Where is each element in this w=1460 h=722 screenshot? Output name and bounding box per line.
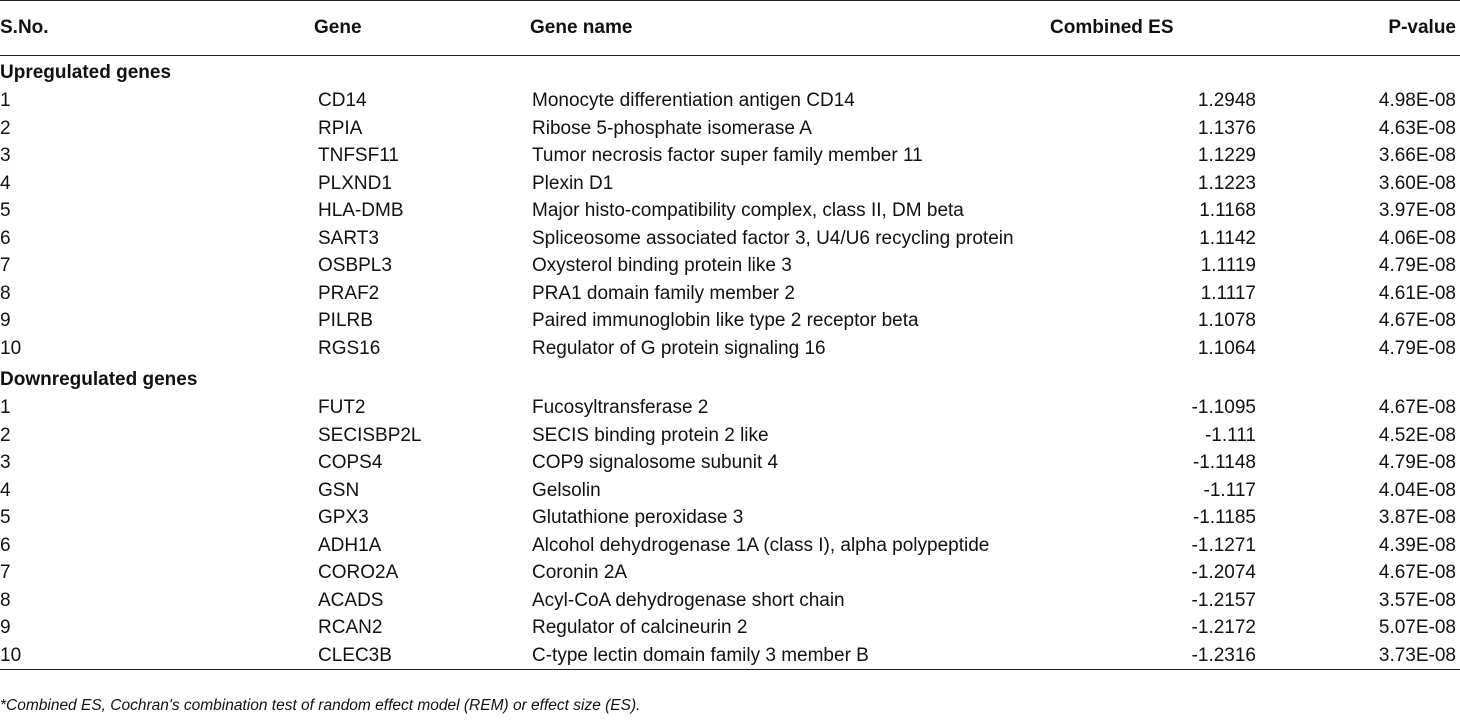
cell-gene-name: Ribose 5-phosphate isomerase A [532,117,812,139]
cell-p-value: 3.57E-08 [1378,589,1456,611]
cell-sno: 7 [0,255,11,277]
cell-p-value: 4.52E-08 [1378,424,1456,446]
cell-gene: RGS16 [318,337,381,359]
cell-sno: 3 [0,452,11,474]
table-row [0,88,1460,116]
cell-gene: TNFSF11 [318,145,399,167]
cell-sno: 5 [0,200,11,222]
table-row [0,225,1460,253]
cell-sno: 2 [0,424,11,446]
table-row [0,198,1460,226]
cell-gene: SART3 [318,227,379,249]
cell-sno: 4 [0,172,11,194]
cell-gene-name: Regulator of calcineurin 2 [532,617,748,639]
cell-p-value: 4.79E-08 [1378,337,1456,359]
cell-gene: ACADS [318,589,384,611]
table-body [0,56,1460,670]
column-header-gene: Gene [314,1,530,56]
cell-gene: GPX3 [318,507,369,529]
cell-sno: 5 [0,507,11,529]
cell-p-value: 4.79E-08 [1378,452,1456,474]
cell-gene: PILRB [318,310,373,332]
cell-gene: RPIA [318,117,363,139]
cell-combined-es: 1.1168 [1199,200,1256,222]
cell-combined-es: -1.2157 [1191,589,1256,611]
cell-combined-es: -1.1095 [1191,397,1256,419]
cell-p-value: 3.87E-08 [1378,507,1456,529]
cell-gene-name: C-type lectin domain family 3 member B [530,642,1050,670]
cell-gene: CD14 [318,90,367,112]
cell-p-value: 3.66E-08 [1378,145,1456,167]
cell-combined-es: 1.1117 [1200,282,1256,304]
section-title-upregulated: Upregulated genes [0,61,172,83]
cell-sno: 10 [0,337,22,359]
cell-gene-name: Acyl-CoA dehydrogenase short chain [532,589,845,611]
cell-gene: FUT2 [318,397,366,419]
cell-gene-name: Glutathione peroxidase 3 [532,507,744,529]
table-row [0,422,1460,450]
cell-combined-es: 1.1229 [1197,145,1256,167]
cell-sno: 4 [0,479,11,501]
table-row [0,505,1460,533]
column-header-gene-name: Gene name [530,1,1050,56]
cell-gene-name: Regulator of G protein signaling 16 [532,337,826,359]
cell-combined-es: -1.2074 [1191,562,1256,584]
table-row [0,170,1460,198]
cell-p-value: 4.06E-08 [1378,227,1456,249]
cell-combined-es: -1.1148 [1192,452,1256,474]
table-row [0,532,1460,560]
cell-gene: PLXND1 [318,172,392,194]
section-header-row [0,56,1460,88]
cell-gene-name: Plexin D1 [532,172,614,194]
column-header-sno: S.No. [0,1,314,56]
table-row [0,615,1460,643]
cell-p-value: 4.98E-08 [1378,90,1456,112]
table-row [0,115,1460,143]
cell-gene: OSBPL3 [318,255,392,277]
cell-gene-name: Fucosyltransferase 2 [532,397,709,419]
cell-combined-es: 1.1119 [1200,255,1256,277]
cell-gene-name: Coronin 2A [532,562,628,584]
cell-gene: RCAN2 [318,617,383,639]
cell-p-value: 5.07E-08 [1378,617,1456,639]
table-header-row [0,1,1460,56]
table-row [0,280,1460,308]
cell-combined-es: 1.1376 [1197,117,1256,139]
cell-gene: COPS4 [318,452,383,474]
cell-gene-name: Monocyte differentiation antigen CD14 [532,90,855,112]
cell-combined-es: -1.2172 [1191,617,1256,639]
cell-sno: 2 [0,117,11,139]
cell-gene: PRAF2 [318,282,380,304]
cell-sno: 6 [0,227,11,249]
cell-combined-es: -1.2316 [1050,642,1272,670]
table-row [0,560,1460,588]
cell-combined-es: 1.1142 [1199,227,1256,249]
cell-sno: 9 [0,310,11,332]
table-row [0,253,1460,281]
cell-gene-name: Tumor necrosis factor super family member 11 [532,145,923,167]
cell-gene-name: Gelsolin [532,479,601,501]
cell-p-value: 4.39E-08 [1378,534,1456,556]
cell-p-value: 4.67E-08 [1378,310,1456,332]
cell-sno: 6 [0,534,11,556]
cell-p-value: 4.67E-08 [1378,562,1456,584]
cell-p-value: 4.63E-08 [1378,117,1456,139]
cell-gene-name: Alcohol dehydrogenase 1A (class I), alpha polypeptide [532,534,990,556]
cell-gene-name: PRA1 domain family member 2 [532,282,795,304]
cell-p-value: 4.67E-08 [1378,397,1456,419]
cell-gene: CLEC3B [314,642,530,670]
section-title-downregulated: Downregulated genes [0,368,198,390]
cell-gene-name: Paired immunoglobin like type 2 receptor beta [532,310,919,332]
cell-combined-es: -1.117 [1203,479,1256,501]
section-header-row [0,363,1460,395]
cell-sno: 1 [0,90,11,112]
cell-p-value: 4.79E-08 [1378,255,1456,277]
cell-p-value: 4.61E-08 [1378,282,1456,304]
cell-combined-es: -1.1185 [1192,507,1256,529]
cell-combined-es: 1.1078 [1197,310,1256,332]
cell-combined-es: 1.1223 [1197,172,1256,194]
cell-gene: GSN [318,479,360,501]
table-row [0,477,1460,505]
cell-sno: 8 [0,589,11,611]
cell-combined-es: 1.2948 [1197,90,1256,112]
table-row [0,450,1460,478]
cell-combined-es: 1.1064 [1197,337,1256,359]
cell-p-value: 3.60E-08 [1378,172,1456,194]
cell-gene-name: Major histo-compatibility complex, class II, DM beta [532,200,964,222]
cell-gene-name: Oxysterol binding protein like 3 [532,255,792,277]
cell-p-value: 3.73E-08 [1272,642,1460,670]
cell-gene: HLA-DMB [318,200,404,222]
column-header-combined-es: Combined ES [1050,1,1272,56]
table-row [0,335,1460,363]
cell-sno: 10 [0,642,314,670]
cell-p-value: 4.04E-08 [1378,479,1456,501]
cell-combined-es: -1.111 [1204,424,1256,446]
table-row [0,395,1460,423]
table-row [0,143,1460,171]
cell-gene-name: SECIS binding protein 2 like [532,424,769,446]
cell-gene-name: Spliceosome associated factor 3, U4/U6 recycling protein [532,227,1014,249]
cell-gene: CORO2A [318,562,399,584]
table-footnote: *Combined ES, Cochran's combination test of random effect model (REM) or effect size (ES). [0,697,641,714]
table-row [0,308,1460,336]
column-header-p-value: P-value [1272,1,1460,56]
cell-gene-name: COP9 signalosome subunit 4 [532,452,779,474]
cell-sno: 9 [0,617,11,639]
cell-sno: 7 [0,562,11,584]
table-row [0,587,1460,615]
cell-sno: 1 [0,397,11,419]
cell-combined-es: -1.1271 [1191,534,1256,556]
cell-p-value: 3.97E-08 [1378,200,1456,222]
table-row [0,642,1460,670]
cell-gene: SECISBP2L [318,424,422,446]
cell-gene: ADH1A [318,534,382,556]
cell-sno: 8 [0,282,11,304]
cell-sno: 3 [0,145,11,167]
